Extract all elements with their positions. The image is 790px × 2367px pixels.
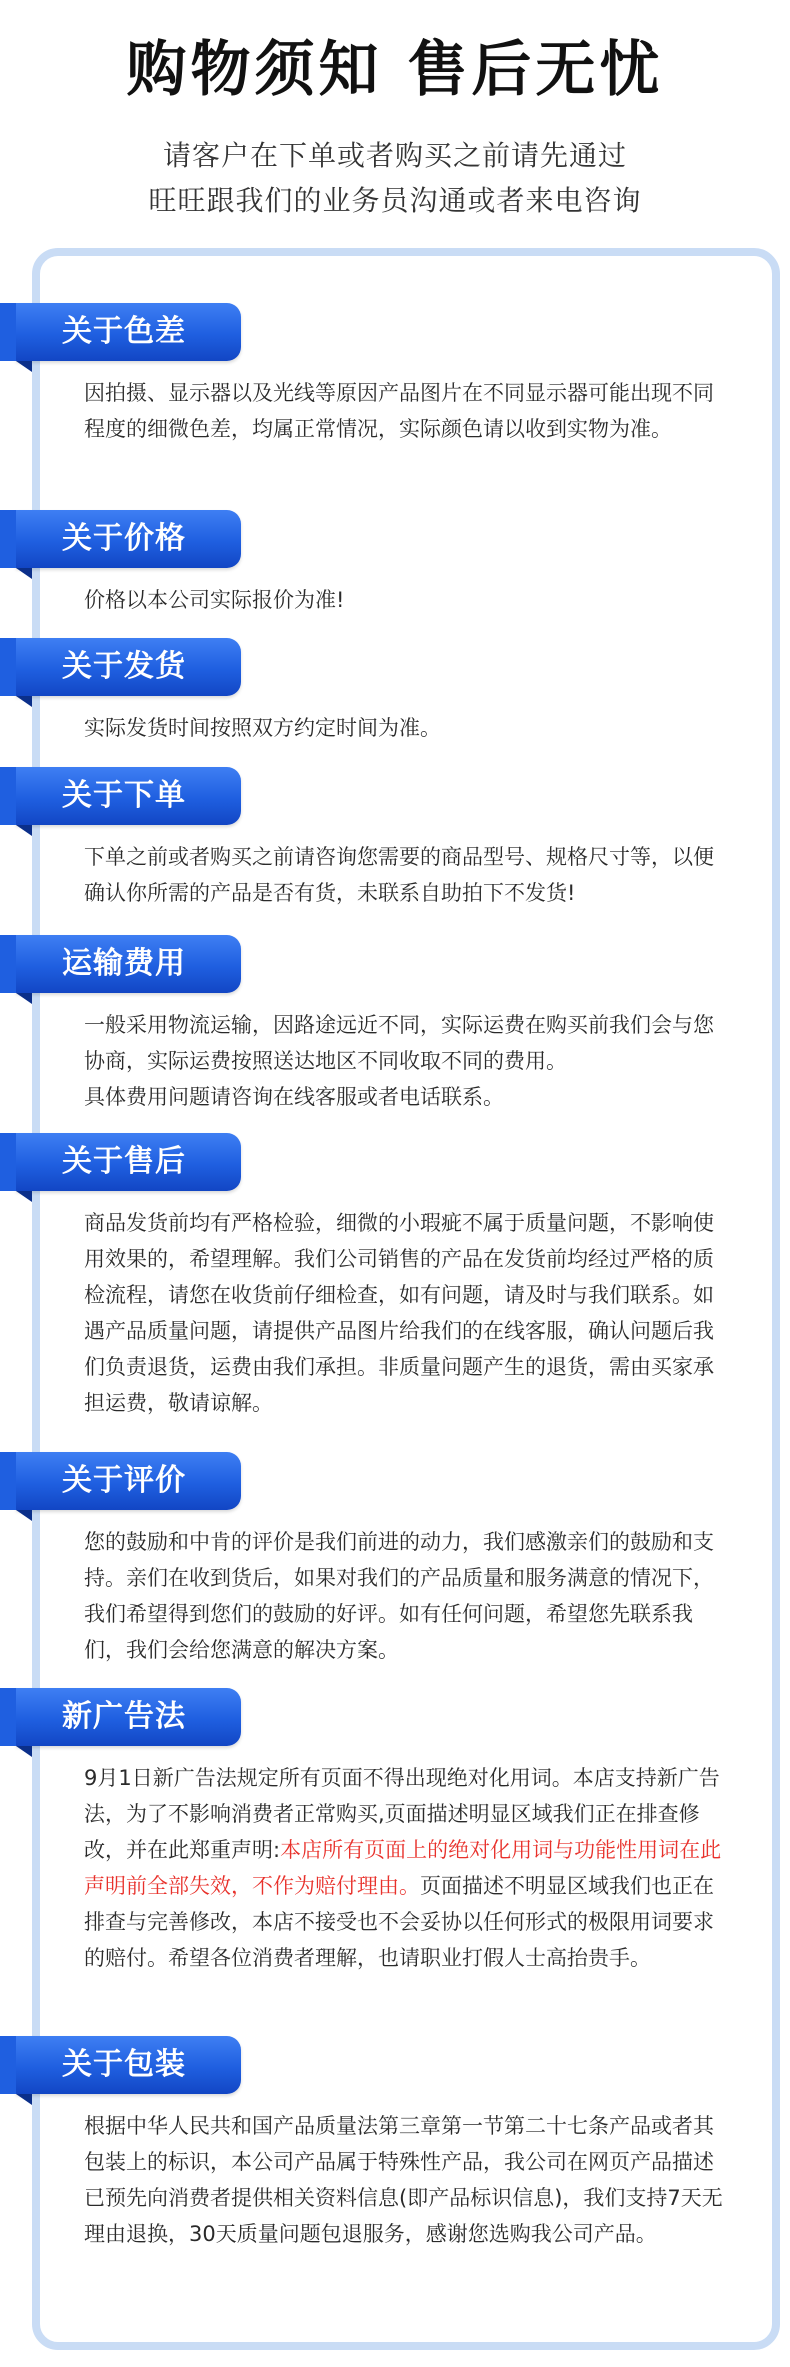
subtitle-line-1: 请客户在下单或者购买之前请先通过: [162, 139, 627, 172]
section-text-after: 页面描述不明显区域我们也正在排查与完善修改，本店不接受也不会妥协以任何形式的极限用词要求的赔付。希望各位消费者理解，也请职业打假人士高抬贵手。: [84, 1874, 714, 1970]
section-tab: 关于发货: [16, 638, 241, 696]
section-tab: 关于评价: [16, 1452, 241, 1510]
section-tab: 关于色差: [16, 303, 241, 361]
section-text-before: 9月1日新广告法规定所有页面不得出现绝对化用词。本店支持新广告法，为了不影响消费者正常购买,页面描述明显区域我们正在排查修改，并在此郑重声明:: [84, 1766, 720, 1862]
section-tab: 运输费用: [16, 935, 241, 993]
section-text: 您的鼓励和中肯的评价是我们前进的动力，我们感激亲们的鼓励和支持。亲们在收到货后，如果对我们的产品质量和服务满意的情况下，我们希望得到您们的鼓励的好评。如有任何问题，希望您先联系我们，我们会给您满意的解决方案。: [84, 1530, 714, 1662]
section-text: 实际发货时间按照双方约定时间为准。: [84, 716, 441, 740]
section-text-extra: 具体费用问题请咨询在线客服或者电话联系。: [84, 1085, 504, 1109]
section-tab: 关于下单: [16, 767, 241, 825]
section-text: 下单之前或者购买之前请咨询您需要的商品型号、规格尺寸等，以便确认你所需的产品是否有货，未联系自助拍下不发货!: [84, 845, 714, 905]
subtitle-line-2: 旺旺跟我们的业务员沟通或者来电咨询: [148, 184, 642, 217]
section-text: 根据中华人民共和国产品质量法第三章第一节第二十七条产品或者其包装上的标识，本公司产品属于特殊性产品，我公司在网页产品描述已预先向消费者提供相关资料信息(即产品标识信息)，我们支持7天无理由退换，30天质量问题包退服务，感谢您选购我公司产品。: [84, 2114, 723, 2246]
section-text: 因拍摄、显示器以及光线等原因产品图片在不同显示器可能出现不同程度的细微色差，均属正常情况，实际颜色请以收到实物为准。: [84, 381, 714, 441]
section-tab: 关于售后: [16, 1133, 241, 1191]
section-text: 商品发货前均有严格检验，细微的小瑕疵不属于质量问题，不影响使用效果的，希望理解。我们公司销售的产品在发货前均经过严格的质检流程，请您在收货前仔细检查，如有问题，请及时与我们联系。如遇产品质量问题，请提供产品图片给我们的在线客服，确认问题后我们负责退货，运费由我们承担。非质量问题产生的退货，需由买家承担运费，敬请谅解。: [84, 1211, 714, 1415]
section-text: [84, 1007, 734, 1115]
section-text: 价格以本公司实际报价为准!: [84, 588, 345, 612]
section-text-main: 一般采用物流运输，因路途远近不同，实际运费在购买前我们会与您协商，实际运费按照送达地区不同收取不同的费用。: [84, 1013, 714, 1073]
page-title: 购物须知 售后无忧: [126, 35, 664, 105]
section-tab: 关于价格: [16, 510, 241, 568]
disclaimer-highlight: 本店所有页面上的绝对化用词与功能性用词在此声明前全部失效，不作为赔付理由。: [84, 1838, 722, 1898]
section-text: [84, 1760, 734, 1976]
section-tab: 关于包装: [16, 2036, 241, 2094]
section-tab: 新广告法: [16, 1688, 241, 1746]
